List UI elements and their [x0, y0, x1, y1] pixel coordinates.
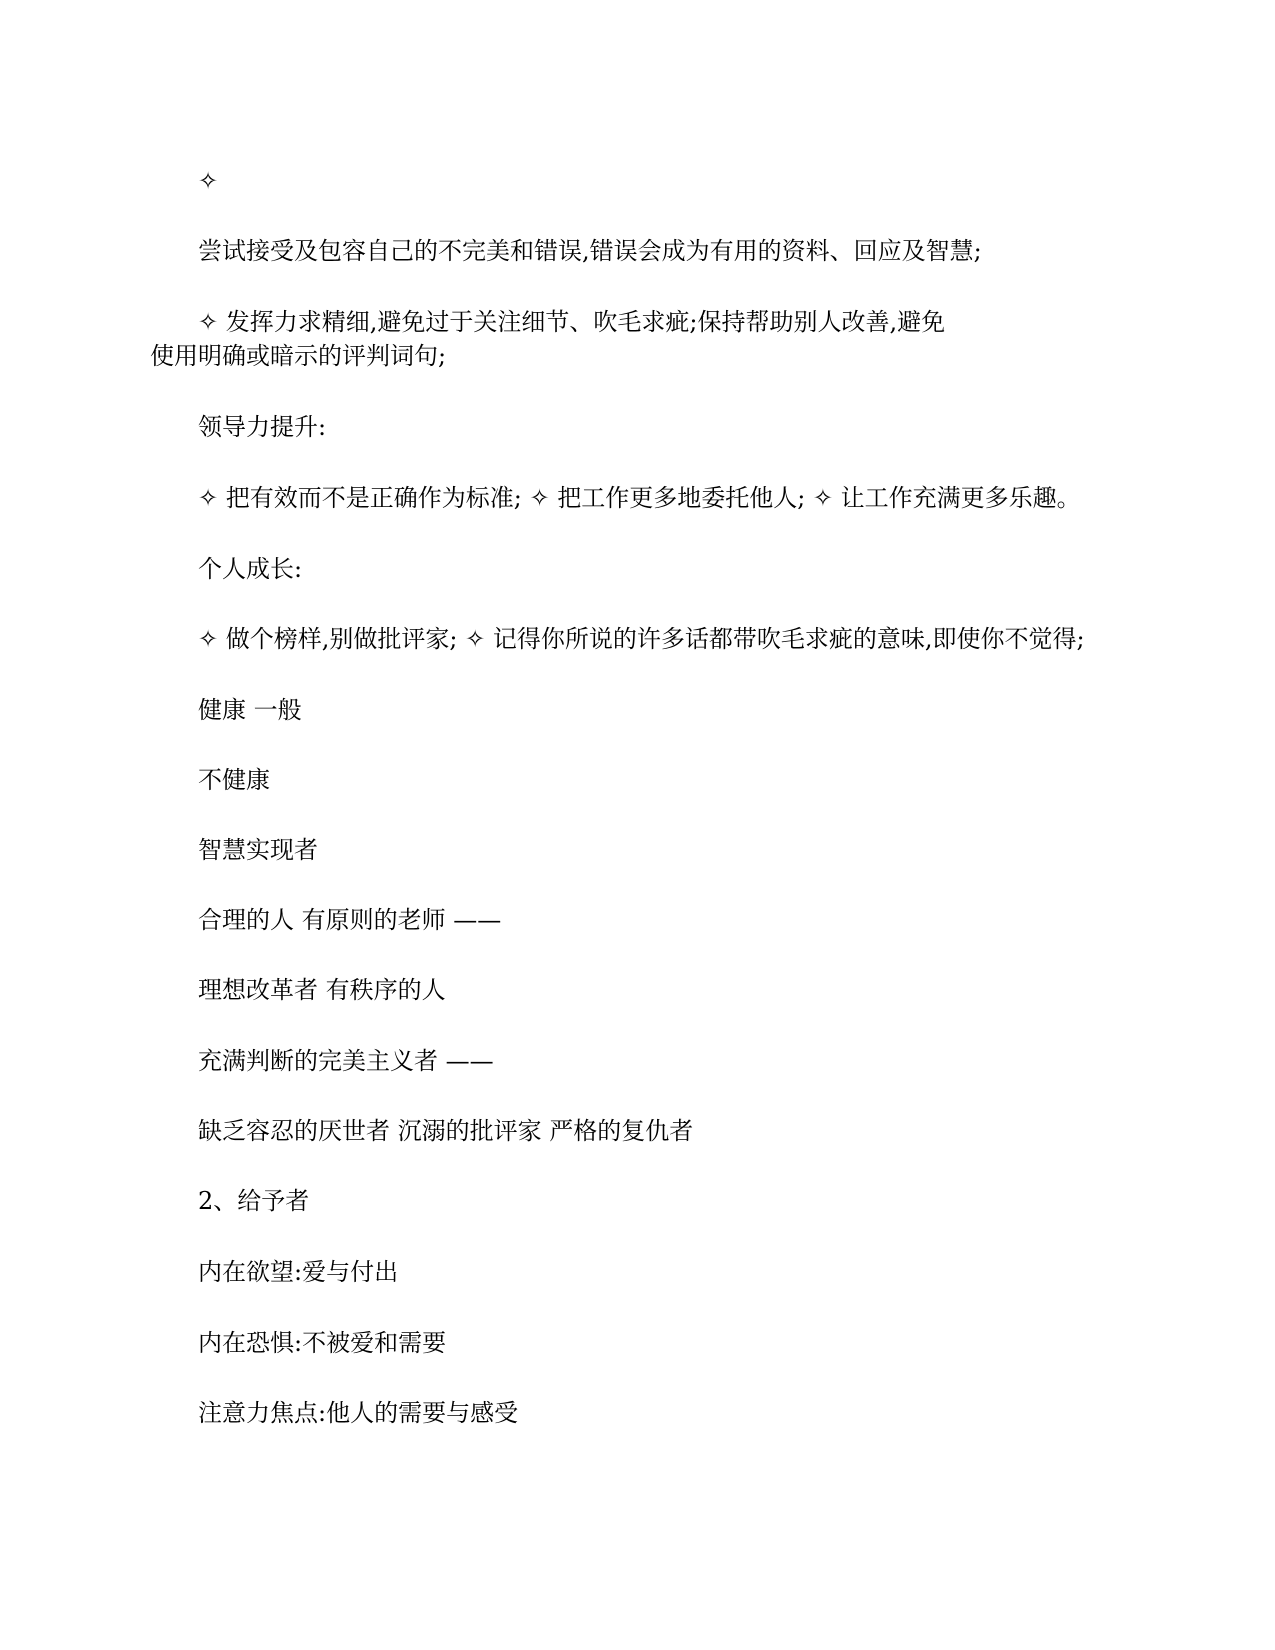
paragraph: 注意力焦点:他人的需要与感受	[198, 1399, 519, 1427]
paragraph: 尝试接受及包容自己的不完美和错误,错误会成为有用的资料、回应及智慧;	[198, 237, 982, 265]
bullet-paragraph: ✧ 把有效而不是正确作为标准; ✧ 把工作更多地委托他人; ✧ 让工作充满更多乐趣。	[198, 484, 1081, 512]
paragraph: 智慧实现者	[198, 836, 318, 864]
paragraph: 缺乏容忍的厌世者 沉溺的批评家 严格的复仇者	[198, 1117, 694, 1145]
paragraph: 健康 一般	[198, 696, 302, 724]
paragraph: 合理的人 有原则的老师 ——	[198, 906, 502, 934]
paragraph: 内在恐惧:不被爱和需要	[198, 1329, 447, 1357]
paragraph: 充满判断的完美主义者 ——	[198, 1047, 494, 1075]
paragraph: 不健康	[198, 766, 270, 794]
bullet-paragraph: ✧ 发挥力求精细,避免过于关注细节、吹毛求疵;保持帮助别人改善,避免	[198, 308, 946, 336]
bullet-paragraph: ✧ 做个榜样,别做批评家; ✧ 记得你所说的许多话都带吹毛求疵的意味,即使你不觉得;	[198, 625, 1085, 653]
paragraph: 内在欲望:爱与付出	[198, 1258, 399, 1286]
bullet-symbol: ✧	[198, 167, 219, 195]
section-heading-giver: 2、给予者	[198, 1187, 310, 1215]
section-heading-personal-growth: 个人成长:	[198, 555, 303, 583]
paragraph: 理想改革者 有秩序的人	[198, 976, 446, 1004]
paragraph-continuation: 使用明确或暗示的评判词句;	[150, 342, 447, 370]
section-heading-leadership: 领导力提升:	[198, 413, 327, 441]
